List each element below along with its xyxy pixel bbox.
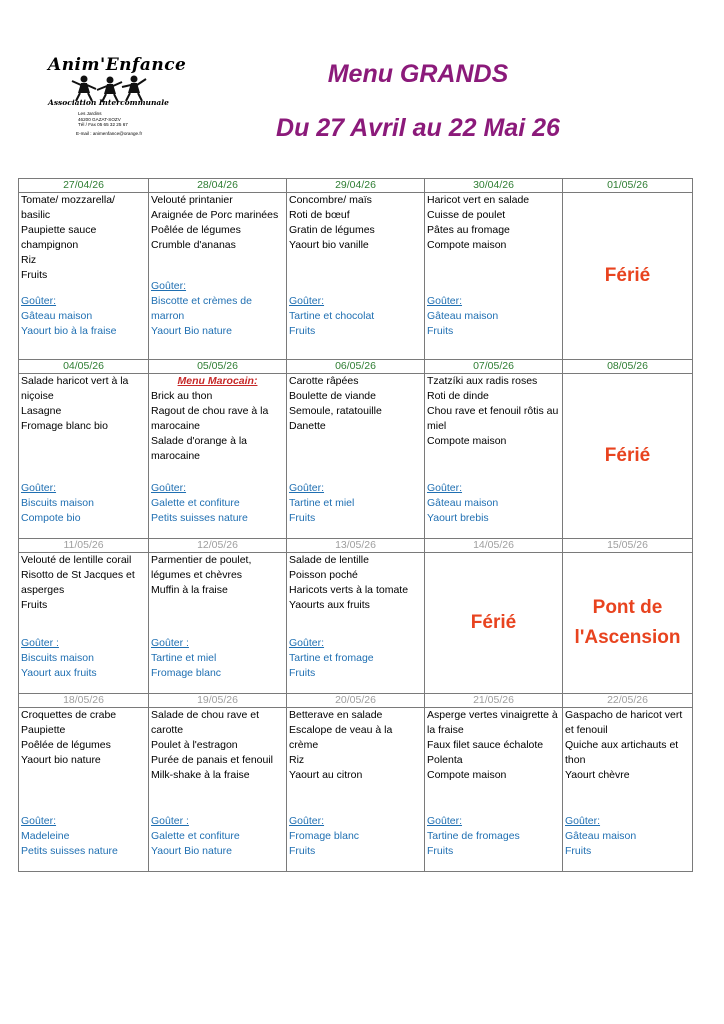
date-cell: 05/05/26 — [149, 360, 287, 374]
meal-list — [151, 389, 284, 464]
meal-item: Crumble d'ananas — [151, 239, 236, 251]
meal-item: Faux filet sauce échalote — [427, 739, 544, 751]
date-cell: 29/04/26 — [287, 179, 425, 193]
snack-label: Goûter: — [289, 295, 325, 307]
meal-item: Velouté printanier — [151, 194, 233, 206]
day-cell — [19, 374, 149, 539]
meal-item: Roti de bœuf — [289, 209, 350, 221]
meal-item: Cuisse de poulet — [427, 209, 506, 221]
snack-section — [565, 814, 636, 859]
special-menu-label: Menu Marocain: — [177, 375, 258, 387]
meal-item: Fruits — [21, 599, 48, 611]
menu-row — [19, 553, 693, 694]
meal-item: Salade haricot vert à la niçoise — [21, 375, 129, 402]
meal-list — [21, 553, 146, 613]
date-cell: 19/05/26 — [149, 694, 287, 708]
holiday-label: Férié — [470, 612, 517, 633]
meal-item: Tomate/ mozzarella/ basilic — [21, 194, 115, 221]
snack-label: Goûter: — [21, 815, 57, 827]
snack-section — [427, 814, 520, 859]
snack-label: Goûter: — [289, 482, 325, 494]
meal-item: Yaourts aux fruits — [289, 599, 370, 611]
date-cell: 04/05/26 — [19, 360, 149, 374]
day-cell — [149, 374, 287, 539]
day-cell — [149, 553, 287, 694]
meal-item: Salade d'orange à la marocaine — [151, 435, 247, 462]
day-cell — [19, 193, 149, 360]
holiday-label: Férié — [604, 265, 651, 286]
snack-label: Goûter : — [151, 637, 189, 649]
meal-item: Salade de lentille — [289, 554, 369, 566]
menu-row — [19, 193, 693, 360]
meal-item: Brick au thon — [151, 390, 213, 402]
meal-item: Compote maison — [427, 239, 507, 251]
date-cell: 12/05/26 — [149, 539, 287, 553]
snack-item: Compote bio — [21, 512, 81, 524]
page-title: Menu GRANDS — [327, 60, 509, 88]
snack-item: Fruits — [289, 667, 316, 679]
meal-item: Riz — [21, 254, 37, 266]
snack-section — [289, 481, 354, 526]
day-cell — [149, 193, 287, 360]
date-cell: 28/04/26 — [149, 179, 287, 193]
snack-label: Goûter : — [21, 637, 59, 649]
meal-item: Concombre/ maïs — [289, 194, 372, 206]
snack-item: Fruits — [289, 512, 316, 524]
meal-list — [151, 193, 284, 253]
day-cell — [287, 708, 425, 872]
date-cell: 01/05/26 — [563, 179, 693, 193]
date-cell: 08/05/26 — [563, 360, 693, 374]
meal-item: Paupiette — [21, 724, 66, 736]
date-cell: 30/04/26 — [425, 179, 563, 193]
snack-item: Biscuits maison — [21, 652, 94, 664]
date-range: Du 27 Avril au 22 Mai 26 — [276, 114, 560, 142]
logo-address: Les Jardins 46200 GAZAT-SOZV Tél / Fax 05 65 32 25 67 — [78, 111, 128, 127]
snack-item: Biscuits maison — [21, 497, 94, 509]
snack-section — [427, 481, 498, 526]
meal-list — [289, 708, 422, 783]
snack-item: Fruits — [289, 845, 316, 857]
snack-section — [151, 814, 240, 859]
meal-item: Riz — [289, 754, 305, 766]
meal-item: Ragout de chou rave à la marocaine — [151, 405, 269, 432]
day-cell — [425, 193, 563, 360]
snack-label: Goûter: — [151, 280, 187, 292]
snack-item: Madeleine — [21, 830, 70, 842]
snack-item: Fromage blanc — [151, 667, 222, 679]
snack-label: Goûter: — [151, 482, 187, 494]
snack-label: Goûter: — [427, 482, 463, 494]
snack-section — [289, 294, 374, 339]
meal-item: Carotte râpées — [289, 375, 359, 387]
date-cell: 21/05/26 — [425, 694, 563, 708]
meal-item: Poulet à l'estragon — [151, 739, 238, 751]
snack-label: Goûter: — [289, 815, 325, 827]
snack-item: Gâteau maison — [565, 830, 637, 842]
day-cell — [19, 553, 149, 694]
meal-item: Polenta — [427, 754, 463, 766]
date-cell: 06/05/26 — [287, 360, 425, 374]
snack-label: Goûter: — [289, 637, 325, 649]
meal-item: Salade de chou rave et carotte — [151, 709, 259, 736]
meal-item: Poisson poché — [289, 569, 358, 581]
day-cell — [563, 193, 693, 360]
snack-item: Fruits — [289, 325, 316, 337]
meal-item: Gaspacho de haricot vert et fenouil — [565, 709, 683, 736]
day-cell — [19, 708, 149, 872]
snack-item: Yaourt aux fruits — [21, 667, 97, 679]
snack-section — [21, 636, 97, 681]
snack-item: Tartine et chocolat — [289, 310, 375, 322]
meal-item: Compote maison — [427, 769, 507, 781]
snack-section — [151, 481, 248, 526]
snack-section — [151, 279, 284, 339]
meal-item: Quiche aux artichauts et thon — [565, 739, 679, 766]
meal-list — [151, 708, 284, 783]
meal-item: Chou rave et fenouil rôtis au miel — [427, 405, 559, 432]
snack-section — [21, 814, 118, 859]
meal-item: Haricots verts à la tomate — [289, 584, 409, 596]
meal-item: Risotto de St Jacques et asperges — [21, 569, 135, 596]
meal-item: Asperge vertes vinaigrette à la fraise — [427, 709, 558, 736]
meal-item: Betterave en salade — [289, 709, 383, 721]
meal-list — [21, 193, 146, 283]
snack-label: Goûter: — [21, 482, 57, 494]
meal-list — [427, 193, 560, 253]
meal-item: Croquettes de crabe — [21, 709, 117, 721]
meal-item: Yaourt bio vanille — [289, 239, 369, 251]
meal-item: Poêlée de légumes — [21, 739, 111, 751]
meal-item: Roti de dinde — [427, 390, 489, 402]
meal-list — [565, 708, 690, 783]
snack-label: Goûter: — [427, 295, 463, 307]
snack-section — [21, 481, 94, 526]
meal-item: Danette — [289, 420, 326, 432]
meal-list — [289, 553, 422, 613]
meal-list — [427, 374, 560, 449]
snack-label: Goûter: — [21, 295, 57, 307]
day-cell — [287, 193, 425, 360]
meal-item: Poêlée de légumes — [151, 224, 241, 236]
snack-label: Goûter: — [565, 815, 601, 827]
snack-section — [21, 294, 117, 339]
snack-section — [289, 636, 374, 681]
meal-item: Tzatzíki aux radis roses — [427, 375, 538, 387]
meal-item: Purée de panais et fenouil — [151, 754, 274, 766]
menu-row — [19, 708, 693, 872]
day-cell — [149, 708, 287, 872]
snack-item: Fromage blanc — [289, 830, 360, 842]
snack-item: Gâteau maison — [427, 497, 499, 509]
meal-list — [151, 553, 284, 598]
meal-item: Boulette de viande — [289, 390, 376, 402]
logo-name: Anim'Enfance — [48, 55, 187, 75]
date-row — [19, 694, 693, 708]
meal-list — [289, 193, 422, 253]
date-cell: 22/05/26 — [563, 694, 693, 708]
snack-item: Biscotte et crèmes de marron — [151, 295, 252, 322]
snack-item: Tartine de fromages — [427, 830, 520, 842]
date-cell: 27/04/26 — [19, 179, 149, 193]
date-cell: 20/05/26 — [287, 694, 425, 708]
day-cell — [563, 553, 693, 694]
menu-table — [18, 178, 693, 872]
meal-item: Yaourt bio nature — [21, 754, 101, 766]
snack-item: Gâteau maison — [427, 310, 499, 322]
snack-section — [427, 294, 498, 339]
snack-item: Yaourt Bio nature — [151, 845, 232, 857]
snack-item: Fruits — [427, 845, 454, 857]
date-row — [19, 179, 693, 193]
day-cell — [287, 374, 425, 539]
date-cell: 07/05/26 — [425, 360, 563, 374]
menu-row — [19, 374, 693, 539]
date-row — [19, 360, 693, 374]
date-cell: 13/05/26 — [287, 539, 425, 553]
snack-section — [151, 636, 221, 681]
date-cell: 15/05/26 — [563, 539, 693, 553]
snack-item: Gâteau maison — [21, 310, 93, 322]
meal-item: Gratin de légumes — [289, 224, 375, 236]
meal-item: Pâtes au fromage — [427, 224, 510, 236]
meal-item: Lasagne — [21, 405, 62, 417]
day-cell — [425, 374, 563, 539]
snack-item: Tartine et miel — [289, 497, 355, 509]
day-cell — [425, 708, 563, 872]
date-cell: 11/05/26 — [19, 539, 149, 553]
date-cell: 14/05/26 — [425, 539, 563, 553]
meal-item: Escalope de veau à la crème — [289, 724, 393, 751]
snack-section — [289, 814, 359, 859]
meal-item: Compote maison — [427, 435, 507, 447]
meal-item: Haricot vert en salade — [427, 194, 530, 206]
meal-list — [21, 708, 146, 768]
holiday-label: Férié — [604, 445, 651, 466]
meal-item: Muffin à la fraise — [151, 584, 228, 596]
holiday-label: Pont de l'Ascension — [574, 597, 681, 648]
logo-email: E-mail : animenfance@orange.fr — [76, 131, 143, 136]
snack-label: Goûter : — [151, 815, 189, 827]
snack-item: Tartine et fromage — [289, 652, 374, 664]
meal-list — [289, 374, 422, 434]
day-cell — [425, 553, 563, 694]
logo-subtitle: Association Intercommunale — [48, 98, 169, 107]
meal-list — [427, 708, 560, 783]
meal-item: Yaourt chèvre — [565, 769, 630, 781]
meal-item: Semoule, ratatouille — [289, 405, 382, 417]
snack-item: Petits suisses nature — [151, 512, 248, 524]
date-cell: 18/05/26 — [19, 694, 149, 708]
meal-item: Paupiette sauce champignon — [21, 224, 97, 251]
snack-item: Yaourt brebis — [427, 512, 489, 524]
snack-item: Yaourt bio à la fraise — [21, 325, 117, 337]
day-cell — [287, 553, 425, 694]
meal-item: Fromage blanc bio — [21, 420, 108, 432]
date-row — [19, 539, 693, 553]
snack-item: Galette et confiture — [151, 497, 240, 509]
meal-item: Fruits — [21, 269, 48, 281]
meal-list — [21, 374, 146, 434]
meal-item: Araignée de Porc marinées — [151, 209, 279, 221]
meal-item: Yaourt au citron — [289, 769, 363, 781]
meal-item: Parmentier de poulet, légumes et chèvres — [151, 554, 252, 581]
snack-label: Goûter: — [427, 815, 463, 827]
snack-item: Petits suisses nature — [21, 845, 118, 857]
day-cell — [563, 708, 693, 872]
meal-item: Velouté de lentille corail — [21, 554, 132, 566]
meal-item: Milk-shake à la fraise — [151, 769, 250, 781]
snack-item: Tartine et miel — [151, 652, 217, 664]
snack-item: Fruits — [427, 325, 454, 337]
day-cell — [563, 374, 693, 539]
snack-item: Fruits — [565, 845, 592, 857]
snack-item: Yaourt Bio nature — [151, 325, 232, 337]
snack-item: Galette et confiture — [151, 830, 240, 842]
